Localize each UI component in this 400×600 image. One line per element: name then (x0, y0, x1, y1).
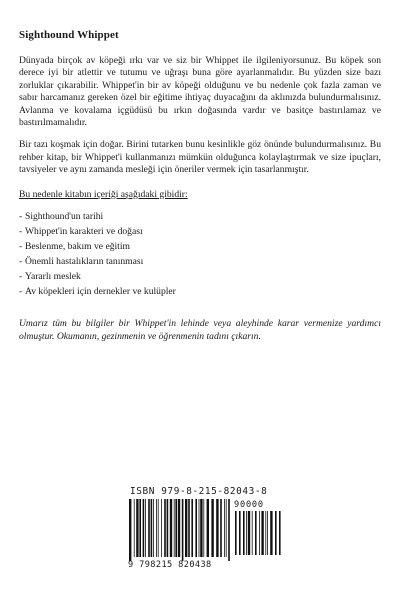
list-item (19, 256, 381, 268)
barcode-bar (129, 499, 131, 561)
barcode-bar (224, 499, 225, 557)
barcode-bar (195, 499, 197, 557)
barcode-bar (228, 499, 230, 561)
bullet-icon: - (19, 286, 23, 298)
barcode-bar (199, 499, 200, 557)
barcode-bar (161, 499, 162, 557)
price-addon-bars (234, 511, 284, 559)
list-item-text: Whippet'in karakteri ve doğası (25, 226, 143, 238)
barcode-bar (153, 499, 154, 557)
list-item (19, 211, 381, 223)
list-item (19, 271, 381, 283)
barcode-bar (143, 499, 145, 557)
barcode-bar (134, 499, 135, 557)
list-item (19, 241, 381, 253)
barcode-bar (156, 499, 157, 557)
barcode-bar (174, 499, 175, 557)
barcode-bar (248, 511, 250, 555)
barcode-bar (265, 511, 266, 555)
barcode-bar (170, 499, 172, 557)
list-item-text: Av köpekleri için dernekler ve kulüpler (25, 286, 176, 298)
barcode-bar (139, 499, 141, 557)
list-item-text: Önemli hastalıkların tanınması (25, 256, 144, 268)
barcode-bar (243, 511, 245, 555)
ean-digits: 9 798215 820438 (128, 560, 212, 570)
barcode-bar (164, 499, 166, 557)
price-code: 90000 (234, 500, 264, 510)
barcode-bar (275, 511, 277, 555)
barcode-bar (255, 511, 257, 555)
barcode-bar (148, 499, 150, 557)
barcode-bar (185, 499, 187, 557)
barcode-bar (246, 511, 247, 555)
barcode-bar (182, 499, 184, 561)
barcode-bar (145, 499, 146, 557)
barcode-bar (188, 499, 190, 557)
book-title: Sighthound Whippet (19, 29, 119, 41)
barcode-bars (128, 499, 232, 561)
barcode-bar (270, 511, 272, 555)
barcode-bar (226, 499, 227, 557)
bullet-icon: - (19, 226, 23, 238)
contents-list (19, 211, 381, 298)
barcode-bar (178, 499, 180, 557)
blurb-paragraph-1: Dünyada birçok av köpeği ırkı var ve siz bir Whippet ile ilgileniyorsunuz. Bu köpek son derece iyi bir atlettir ve tutumu ve uğraşı buna göre ayarlanmalıdır. Bu yüzden size bazı zorluklar çıkarabilir. Whippet'in bir av köpeği olduğunu ve bu nedenle çok fazla zaman ve sabır harcamanız gereken özel bir eğitime ihtiyaç duyacağını da aklınızda bulundurmalısınız. Avlanma ve kovalama içgüdüsü bu ırkın doğasında vardır ve basitçe bastırılamaz ve bastırılmamalıdır. (19, 55, 381, 129)
isbn-label: ISBN 979-8-215-82043-8 (130, 486, 268, 497)
list-item (19, 226, 381, 238)
bullet-icon: - (19, 211, 23, 223)
barcode-bar (211, 499, 213, 557)
list-item-text: Sighthound'un tarihi (25, 211, 104, 223)
barcode-bar (216, 499, 218, 557)
barcode-bar (136, 499, 138, 557)
list-item-text: Yararlı meslek (25, 271, 81, 283)
barcode-bar (200, 499, 202, 557)
barcode-bar (167, 499, 169, 557)
barcode-bar (175, 499, 177, 557)
contents-heading: Bu nedenle kitabın içeriği aşağıdaki gibidir: (19, 188, 188, 200)
barcode-bar (220, 499, 222, 557)
isbn-barcode (128, 486, 288, 574)
barcode-bar (252, 511, 253, 555)
blurb-content (19, 55, 381, 353)
barcode-bar (235, 511, 237, 555)
barcode-bar (261, 511, 263, 555)
list-item (19, 286, 381, 298)
barcode-bar (191, 499, 193, 557)
bullet-icon: - (19, 256, 23, 268)
closing-paragraph: Umarız tüm bu bilgiler bir Whippet'in lehinde veya aleyhinde karar vermenize yardımcı olmuştur. Okumanın, gezinmenin ve öğrenmenin tadını çıkarın. (19, 318, 381, 342)
barcode-bar (151, 499, 153, 557)
barcode-bar (239, 511, 241, 555)
barcode-bar (267, 511, 268, 555)
barcode-bar (203, 499, 204, 557)
blurb-paragraph-2: Bir tazı koşmak için doğar. Birini tutarken bunu kesinlikle göz önünde bulundurmalısınız. Bu rehber kitap, bir Whippet'i kullanmanızı mümkün olduğunca kolaylaştırmak ve size ipuçları, tavsiyeler ve aynı zamanda mesleği için öneriler vermek için tasarlanmıştır. (19, 139, 381, 176)
bullet-icon: - (19, 271, 23, 283)
barcode-bar (279, 511, 281, 555)
bullet-icon: - (19, 241, 23, 253)
barcode-bar (207, 499, 209, 557)
barcode-bar (259, 511, 260, 555)
barcode-bar (158, 499, 159, 557)
list-item-text: Beslenme, bakım ve eğitim (25, 241, 130, 253)
